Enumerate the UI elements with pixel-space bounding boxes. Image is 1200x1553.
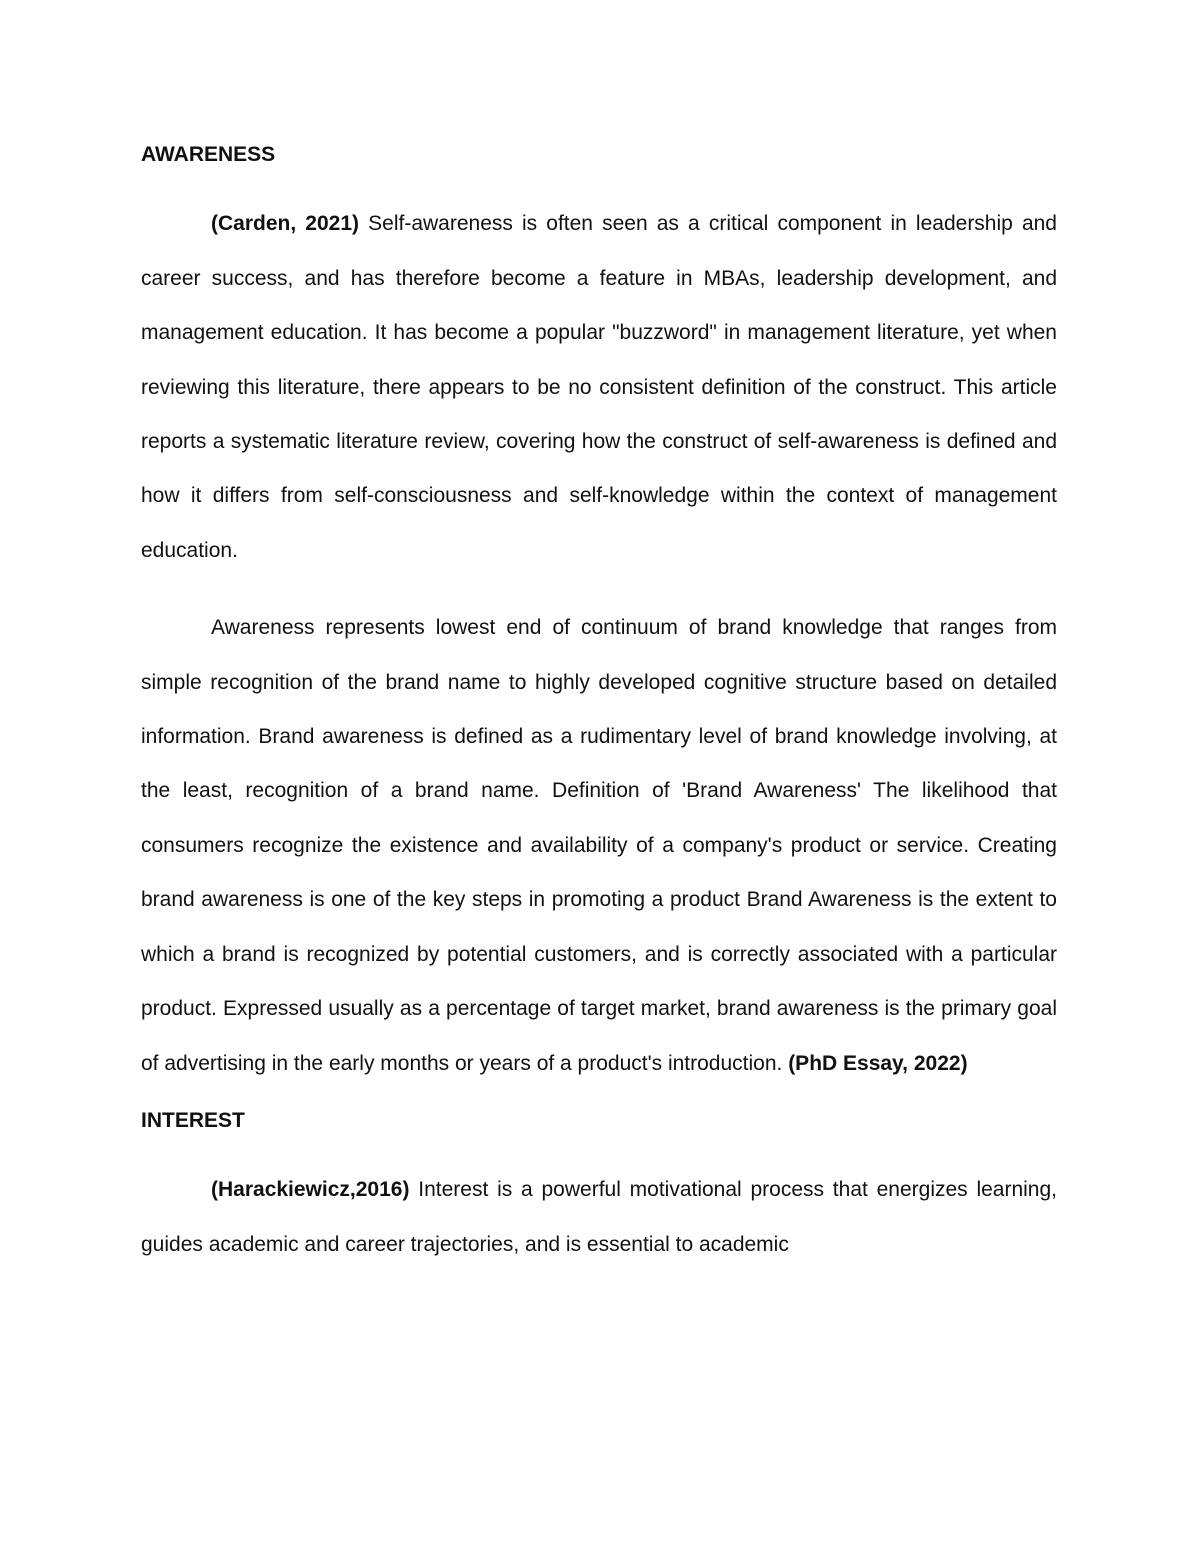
paragraph-harackiewicz xyxy=(141,1163,1057,1272)
paragraph-text: Self-awareness is often seen as a critical component in leadership and career success, and has therefore become a feature in MBAs, leadership development, and management education. It has become a popular "buzzword" in management literature, yet when reviewing this literature, there appears to be no consistent definition of the construct. This article reports a systematic literature review, covering how the construct of self-awareness is defined and how it differs from self-consciousness and self-knowledge within the context of management education. xyxy=(141,212,1057,562)
section-heading-awareness: AWARENESS xyxy=(141,143,276,166)
citation-harackiewicz: (Harackiewicz,2016) xyxy=(211,1178,410,1202)
citation-phd-essay: (PhD Essay, 2022) xyxy=(788,1051,968,1075)
citation-carden: (Carden, 2021) xyxy=(211,212,360,236)
section-heading-interest: INTEREST xyxy=(141,1108,245,1132)
paragraph-carden xyxy=(141,197,1057,578)
paragraph-text: Interest is a powerful motivational process that energizes learning, guides academic and career trajectories, and is essential to academic xyxy=(141,1178,1058,1256)
document-page xyxy=(141,125,1057,1272)
paragraph-text: Awareness represents lowest end of continuum of brand knowledge that ranges from simple recognition of the brand name to highly developed cognitive structure based on detailed information. Brand awareness is defined as a rudimentary level of brand knowledge involving, at the least, recognition of a brand name. Definition of 'Brand Awareness' The likelihood that consumers recognize the existence and availability of a company's product or service. Creating brand awareness is one of the key steps in promoting a product Brand Awareness is the extent to which a brand is recognized by potential customers, and is correctly associated with a particular product. Expressed usually as a percentage of target market, brand awareness is the primary goal of advertising in the early months or years of a product's introduction. xyxy=(141,616,1057,1075)
paragraph-brand-awareness xyxy=(141,601,1057,1091)
